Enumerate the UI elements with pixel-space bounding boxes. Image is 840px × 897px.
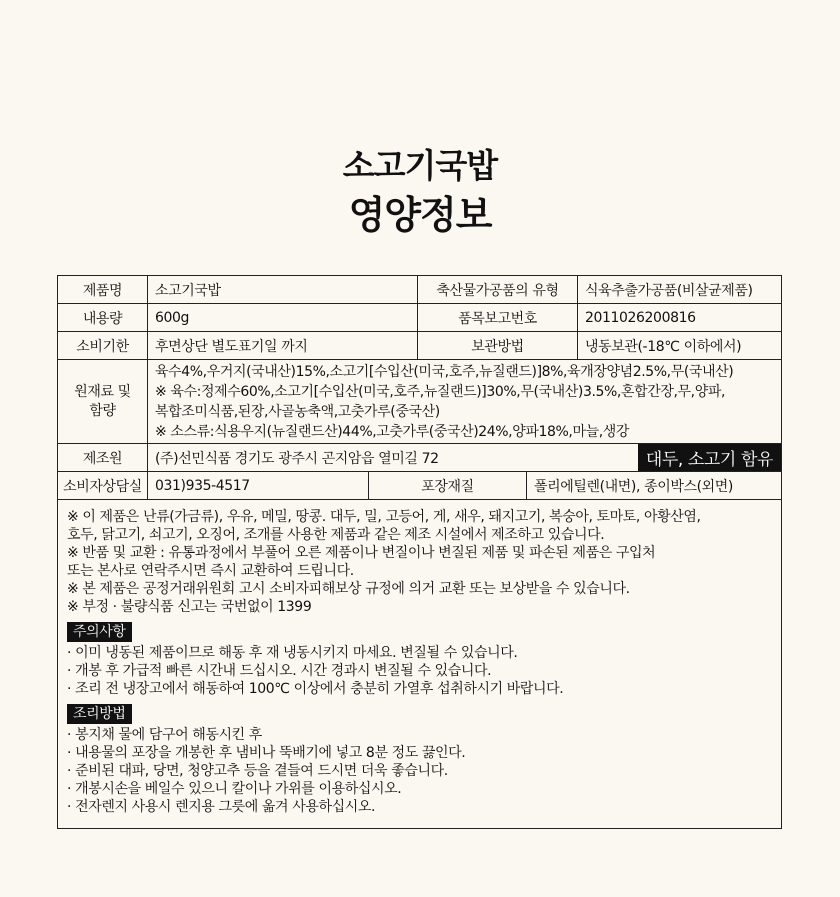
notice-line: 또는 본사로 연락주시면 즉시 교환하여 드립니다. bbox=[67, 563, 354, 579]
report-no-label: 품목보고번호 bbox=[418, 304, 578, 331]
notice-line: 호두, 닭고기, 쇠고기, 오징어, 조개를 사용한 제품과 같은 제조 시설에서 제조하고 있습니다. bbox=[67, 527, 605, 543]
manufacturer-value bbox=[148, 444, 781, 471]
ingredients-label-line: 원재료 및 bbox=[74, 383, 131, 400]
product-info-table bbox=[57, 275, 782, 829]
cooking-line: · 봉지채 물에 담구어 해동시킨 후 bbox=[67, 727, 262, 743]
volume-label: 내용량 bbox=[58, 304, 148, 331]
manufacturer-address: (주)선민식품 경기도 광주시 곤지암읍 열미길 72 bbox=[155, 450, 439, 467]
ingredients-label bbox=[58, 360, 148, 443]
cooking-line: · 전자렌지 사용시 렌지용 그릇에 옮겨 사용하십시오. bbox=[67, 799, 376, 815]
table-row bbox=[58, 472, 781, 500]
report-no-value: 2011026200816 bbox=[585, 309, 696, 326]
storage-value: 냉동보관(-18℃ 이하에서) bbox=[585, 338, 742, 355]
caution-line: · 이미 냉동된 제품이므로 해동 후 재 냉동시키지 마세요. 변질될 수 있습니다. bbox=[67, 645, 518, 661]
volume-value: 600g bbox=[148, 304, 418, 331]
notes-section bbox=[58, 500, 781, 828]
notice-line: ※ 본 제품은 공정거래위원회 고시 소비자피해보상 규정에 의거 교환 또는 보상받을 수 있습니다. bbox=[67, 581, 630, 597]
consumer-phone: 031)935-4517 bbox=[148, 472, 369, 499]
type-label: 축산물가공품의 유형 bbox=[418, 276, 578, 303]
ingredients-line: 육수4%,우거지(국내산)15%,소고기[수입산(미국,호주,뉴질랜드)]8%,육개장양념2.5%,무(국내산) bbox=[155, 363, 734, 380]
page-subtitle: 영양정보 bbox=[348, 193, 492, 237]
manufacturer-label: 제조원 bbox=[58, 444, 148, 471]
ingredients-line: 복합조미식품,된장,사골농축액,고춧가루(중국산) bbox=[155, 403, 440, 420]
table-row bbox=[58, 360, 781, 444]
table-row bbox=[58, 304, 781, 332]
cooking-line: · 개봉시손을 베일수 있으니 칼이나 가위를 이용하십시오. bbox=[67, 781, 402, 797]
table-row bbox=[58, 444, 781, 472]
packaging-label: 포장재질 bbox=[369, 472, 527, 499]
ingredients-line: ※ 소스류:식용우지(뉴질랜드산)44%,고춧가루(중국산)24%,양파18%,마늘,생강 bbox=[155, 423, 629, 440]
notice-line: ※ 부정 · 불량식품 신고는 국번없이 1399 bbox=[67, 599, 312, 615]
product-name-value: 소고기국밥 bbox=[148, 276, 418, 303]
caution-heading: 주의사항 bbox=[67, 622, 132, 642]
ingredients-value bbox=[148, 360, 781, 443]
product-name-label: 제품명 bbox=[58, 276, 148, 303]
table-row bbox=[58, 276, 781, 304]
ingredients-label-line: 함량 bbox=[89, 402, 116, 419]
notice-line: ※ 반품 및 교환 : 유통과정에서 부풀어 오른 제품이나 변질이나 변질된 제품 및 파손된 제품은 구입처 bbox=[67, 545, 656, 561]
caution-line: · 조리 전 냉장고에서 해동하여 100℃ 이상에서 충분히 가열후 섭취하시기 바랍니다. bbox=[67, 681, 564, 697]
ingredients-line: ※ 육수:정제수60%,소고기[수입산(미국,호주,뉴질랜드)]30%,무(국내산)3.5%,혼합간장,무,양파, bbox=[155, 383, 725, 400]
cooking-heading: 조리방법 bbox=[67, 704, 132, 724]
expiry-label: 소비기한 bbox=[58, 332, 148, 359]
table-row bbox=[58, 332, 781, 360]
type-value: 식육추출가공품(비살균제품) bbox=[585, 282, 753, 299]
notice-line: ※ 이 제품은 난류(가금류), 우유, 메밀, 땅콩. 대두, 밀, 고등어, 게, 새우, 돼지고기, 복숭아, 토마토, 아황산염, bbox=[67, 509, 701, 525]
product-title: 소고기국밥 bbox=[342, 146, 498, 185]
cooking-line: · 내용물의 포장을 개봉한 후 냄비나 뚝배기에 넣고 8분 정도 끓인다. bbox=[67, 745, 466, 761]
cooking-line: · 준비된 대파, 당면, 청양고추 등을 곁들여 드시면 더욱 좋습니다. bbox=[67, 763, 448, 779]
packaging-value: 폴리에틸렌(내면), 종이박스(외면) bbox=[534, 478, 733, 495]
storage-label: 보관방법 bbox=[418, 332, 578, 359]
expiry-value: 후면상단 별도표기일 까지 bbox=[148, 332, 418, 359]
allergy-badge: 대두, 소고기 함유 bbox=[638, 444, 781, 471]
consumer-label: 소비자상담실 bbox=[58, 472, 148, 499]
caution-line: · 개봉 후 가급적 빠른 시간내 드십시오. 시간 경과시 변질될 수 있습니다. bbox=[67, 663, 492, 679]
